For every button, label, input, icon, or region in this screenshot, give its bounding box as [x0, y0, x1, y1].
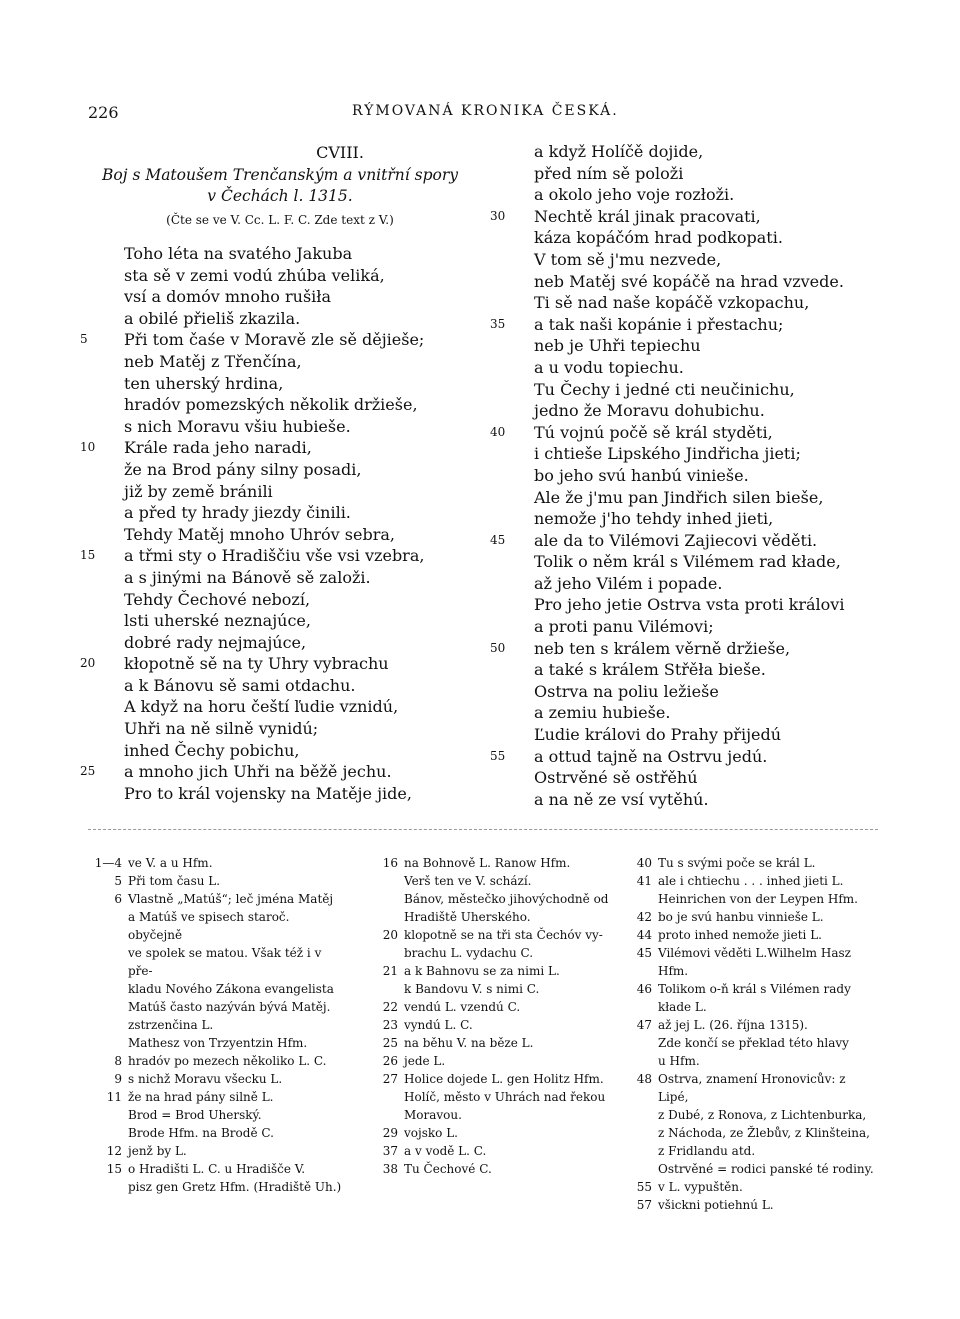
verse-text: neb je Uhři tepiechu: [534, 336, 701, 356]
footnote-text: na běhu V. na běze L.: [404, 1036, 534, 1050]
footnote-ref: 9: [114, 1072, 122, 1086]
verse-text: ale da to Vilémovi Zajiecovi věděti.: [534, 530, 818, 550]
verse-text: Tolik o něm král s Vilémem rad kłade,: [534, 552, 841, 572]
footnote: [82, 998, 347, 1016]
footnote: [612, 1196, 877, 1214]
footnote-text: Tu Čechové C.: [404, 1162, 492, 1176]
footnote-ref: 38: [382, 1162, 398, 1176]
footnote: [358, 890, 610, 908]
verse-text: bo jeho svú hanbú vinieše.: [534, 465, 749, 485]
footnote: [358, 1160, 610, 1178]
footnote: [612, 1106, 877, 1124]
footnote: [82, 1178, 347, 1196]
footnote: [358, 962, 610, 980]
footnote: [358, 944, 610, 962]
verse-line-number: 10: [80, 440, 96, 455]
verse-text: sta sě v zemi vodú zhúba veliká,: [124, 265, 385, 285]
verse-line: [80, 653, 480, 675]
right-column: [490, 141, 890, 810]
footnote-ref: 25: [382, 1036, 398, 1050]
footnote-text: Brode Hfm. na Brodě C.: [128, 1126, 274, 1140]
footnote: [358, 1016, 610, 1034]
footnote-ref: [612, 1034, 658, 1052]
footnotes-column-3: [612, 854, 877, 1214]
verse-line-number: 55: [490, 748, 506, 763]
verse-line-number: 20: [80, 656, 96, 671]
verse-text: a před ty hrady jiezdy činili.: [124, 503, 351, 523]
verse-line: [490, 335, 890, 357]
footnote-text: Moravou.: [404, 1108, 462, 1122]
verse-text: Tehdy Matěj mnoho Uhróv sebra,: [124, 524, 395, 544]
verse-text: Krále rada jeho naradi,: [124, 438, 312, 458]
footnote-text: Tu s svými poče se král L.: [658, 856, 816, 870]
verse-line: [80, 308, 480, 330]
verse-text: a proti panu Vilémovi;: [534, 617, 714, 637]
verse-line: [490, 141, 890, 163]
footnote-ref: 45: [636, 946, 652, 960]
footnote-ref: 40: [636, 856, 652, 870]
verse-line: [80, 416, 480, 438]
footnote-text: jenž by L.: [128, 1144, 187, 1158]
verse-line: [80, 351, 480, 373]
footnote: [82, 1016, 347, 1034]
footnote-ref: [82, 1016, 128, 1034]
verse-line-number: 5: [80, 332, 88, 347]
footnote-ref: [82, 980, 128, 998]
footnote-text: Tolikom o-ň král s Vilémen rady: [658, 982, 851, 996]
footnote: [612, 998, 877, 1016]
verse-text: Ľudie královi do Prahy přijedú: [534, 725, 782, 745]
verse-line: [490, 379, 890, 401]
footnote: [612, 1124, 877, 1142]
verse-line: [490, 508, 890, 530]
verse-line: [80, 243, 480, 265]
source-note: (Čte se ve V. Cc. L. F. C. Zde text z V.): [166, 213, 394, 227]
footnote-text: u Hfm.: [658, 1054, 700, 1068]
verse-text: Pro jeho jetie Ostrva vsta proti královi: [534, 595, 845, 615]
footnote-ref: [358, 890, 404, 908]
verse-text: inhed Čechy pobichu,: [124, 740, 300, 760]
verse-line: [490, 594, 890, 616]
footnote-ref: [358, 872, 404, 890]
verse-text: Ti sě nad naše kopáčě vzkopachu,: [534, 293, 810, 313]
footnote-text: Zde končí se překlad této hlavy: [658, 1036, 849, 1050]
verse-line: [80, 610, 480, 632]
footnote: [82, 908, 347, 944]
footnote-text: ale i chtiechu . . . inhed jieti L.: [658, 874, 844, 888]
footnote-text: k Bandovu V. s nimi C.: [404, 982, 540, 996]
verse-text: před ním sě položi: [534, 163, 684, 183]
footnote-ref: [358, 908, 404, 926]
verse-line: [80, 394, 480, 416]
footnote-ref: 15: [106, 1162, 122, 1176]
footnote-text: jede L.: [404, 1054, 446, 1068]
footnote-ref: 23: [382, 1018, 398, 1032]
footnote: [82, 1070, 347, 1088]
footnote-text: vyndú L. C.: [404, 1018, 473, 1032]
footnote-ref: 26: [382, 1054, 398, 1068]
footnote: [612, 1142, 877, 1160]
footnote-text: hradóv po mezech několiko L. C.: [128, 1054, 327, 1068]
footnote-text: a v vodě L. C.: [404, 1144, 487, 1158]
right-verse-list: [490, 141, 890, 810]
verse-text: a mnoho jich Uhři na běžě jechu.: [124, 762, 392, 782]
verse-text: Nechtě král jinak pracovati,: [534, 206, 761, 226]
footnote-text: Verš ten ve V. schází.: [404, 874, 532, 888]
footnote: [612, 926, 877, 944]
verse-text: káza kopáčóm hrad podkopati.: [534, 228, 783, 248]
footnote-text: Heinrichen von der Leypen Hfm.: [658, 892, 858, 906]
verse-line: [490, 573, 890, 595]
verse-text: Toho léta na svatého Jakuba: [124, 244, 353, 263]
verse-line-number: 15: [80, 548, 96, 563]
footnote-text: na Bohnově L. Ranow Hfm.: [404, 856, 571, 870]
footnote-ref: 8: [114, 1054, 122, 1068]
verse-line: [490, 314, 890, 336]
footnote-ref: [358, 944, 404, 962]
footnote-ref: [612, 1142, 658, 1160]
verse-text: hradóv pomezských několik držieše,: [124, 395, 418, 415]
footnote-ref: 42: [636, 910, 652, 924]
verse-line: [80, 761, 480, 783]
footnote-text: že na hrad pány silně L.: [128, 1090, 274, 1104]
footnote-text: Holice dojede L. gen Holitz Hfm.: [404, 1072, 604, 1086]
verse-text: že na Brod pány silny posadi,: [124, 459, 362, 479]
footnote: [358, 1070, 610, 1088]
verse-line: [80, 632, 480, 654]
footnote-ref: [358, 980, 404, 998]
verse-line-number: 45: [490, 532, 506, 547]
verse-line: [490, 292, 890, 314]
verse-text: a také s králem Střěła bieše.: [534, 660, 766, 680]
verse-text: Tú vojnú počě sě král styděti,: [534, 422, 773, 442]
footnote-text: Při tom času L.: [128, 874, 221, 888]
footnote-ref: [612, 1052, 658, 1070]
verse-line-number: 50: [490, 640, 506, 655]
footnote: [82, 890, 347, 908]
footnote-ref: 47: [636, 1018, 652, 1032]
verse-text: Tu Čechy i jedné cti neučinichu,: [534, 379, 795, 399]
verse-line-number: 35: [490, 316, 506, 331]
verse-text: Tehdy Čechové nebozí,: [124, 589, 311, 609]
verse-line: [490, 487, 890, 509]
footnote-text: s nichž Moravu všecku L.: [128, 1072, 283, 1086]
verse-text: Ostrva na poliu ležieše: [534, 681, 719, 701]
footnote-text: z Náchoda, ze Žlebův, z Klinšteina,: [658, 1126, 870, 1140]
footnote: [82, 872, 347, 890]
footnote-divider: [88, 829, 878, 830]
footnote-text: až jej L. (26. října 1315).: [658, 1018, 808, 1032]
footnote-ref: 44: [636, 928, 652, 942]
verse-line: [80, 373, 480, 395]
footnote: [82, 1052, 347, 1070]
verse-line: [80, 329, 480, 351]
footnotes-column-2: [358, 854, 610, 1178]
footnote-text: a k Bahnovu se za nimi L.: [404, 964, 560, 978]
verse-line: [490, 400, 890, 422]
footnote: [358, 1142, 610, 1160]
verse-text: jedno že Moravu dohubichu.: [534, 401, 765, 421]
verse-line: [490, 638, 890, 660]
verse-text: V tom sě j'mu nezvede,: [534, 249, 722, 269]
verse-text: nemože j'ho tehdy inhed jieti,: [534, 509, 774, 529]
verse-line: [80, 567, 480, 589]
footnote-ref: [82, 998, 128, 1016]
footnote-text: pisz gen Gretz Hfm. (Hradiště Uh.): [128, 1180, 342, 1194]
chapter-number: CVIII.: [316, 143, 364, 162]
footnote-ref: 21: [382, 964, 398, 978]
footnote-text: o Hradišti L. C. u Hradišče V.: [128, 1162, 306, 1176]
footnote-ref: [82, 1034, 128, 1052]
verse-text: lsti uherské neznajúce,: [124, 611, 311, 631]
verse-line: [80, 524, 480, 546]
footnote: [358, 908, 610, 926]
verse-line: [490, 271, 890, 293]
footnotes-column-1: [82, 854, 347, 1196]
footnote-ref: 41: [636, 874, 652, 888]
footnote: [358, 1052, 610, 1070]
verse-text: již by země bránili: [124, 481, 273, 501]
footnote: [82, 944, 347, 980]
footnote: [612, 890, 877, 908]
footnote-text: a Matúš ve spisech staroč. obyčejně: [128, 910, 290, 942]
footnote-text: Bánov, městečko jihovýchodně od: [404, 892, 609, 906]
verse-text: a k Bánovu sě sami otdachu.: [124, 675, 356, 695]
verse-line: [80, 286, 480, 308]
footnote-text: zstrzenčina L.: [128, 1018, 214, 1032]
verse-line: [490, 357, 890, 379]
footnote-ref: [612, 1160, 658, 1178]
footnote-ref: [82, 944, 128, 980]
footnote: [82, 1160, 347, 1178]
verse-text: a tak naši kopánie i přestachu;: [534, 314, 784, 334]
footnote-text: klopotně se na tři sta Čechóv vy-: [404, 928, 603, 942]
verse-text: a obilé přieliš zkazila.: [124, 308, 301, 328]
verse-text: ten uherský hrdina,: [124, 373, 284, 393]
verse-text: a na ně ze vsí vytěhú.: [534, 789, 709, 809]
footnote-text: ve V. a u Hfm.: [128, 856, 213, 870]
verse-line: [490, 767, 890, 789]
footnote: [612, 980, 877, 998]
footnote-ref: 29: [382, 1126, 398, 1140]
footnote-ref: 5: [114, 874, 122, 888]
verse-line: [490, 746, 890, 768]
footnote-text: Ostrva, znamení Hronovicův: z Lipé,: [658, 1072, 846, 1104]
footnote-text: v L. vypuštěn.: [658, 1180, 743, 1194]
footnote-ref: 27: [382, 1072, 398, 1086]
footnote-ref: 48: [636, 1072, 652, 1086]
footnote-text: bo je svú hanbu vinnieše L.: [658, 910, 824, 924]
verse-line: [490, 551, 890, 573]
verse-line: [490, 465, 890, 487]
verse-text: vsí a domóv mnoho rušiła: [124, 287, 332, 307]
footnote-ref: 20: [382, 928, 398, 942]
footnote: [358, 1124, 610, 1142]
footnote: [612, 1070, 877, 1106]
footnote-ref: [612, 998, 658, 1016]
footnote-text: Matúš často nazýván bývá Matěj.: [128, 1000, 331, 1014]
verse-line: [80, 502, 480, 524]
footnote-text: z Fridlandu atd.: [658, 1144, 756, 1158]
verse-line: [490, 206, 890, 228]
footnote-ref: [358, 1106, 404, 1124]
footnote-text: z Dubé, z Ronova, z Lichtenburka,: [658, 1108, 867, 1122]
verse-text: Ale že j'mu pan Jindřich silen bieše,: [534, 487, 824, 507]
footnote: [358, 1106, 610, 1124]
footnote-ref: [358, 1088, 404, 1106]
footnote-ref: 16: [382, 856, 398, 870]
verse-line: [490, 227, 890, 249]
running-title: RÝMOVANÁ KRONIKA ČESKÁ.: [352, 103, 619, 119]
footnote-text: brachu L. vydachu C.: [404, 946, 534, 960]
verse-text: a okolo jeho voje rozłoži.: [534, 185, 735, 205]
footnote: [82, 1106, 347, 1124]
verse-text: až jeho Vilém i popade.: [534, 573, 723, 593]
verse-line: [80, 459, 480, 481]
footnote: [82, 980, 347, 998]
verse-line: [80, 265, 480, 287]
footnote: [612, 872, 877, 890]
footnote: [612, 1160, 877, 1178]
footnote: [82, 854, 347, 872]
footnote: [82, 1034, 347, 1052]
footnote-text: proto inhed nemože jieti L.: [658, 928, 822, 942]
footnote-text: ve spolek se matou. Však též i v pře-: [128, 946, 322, 978]
verse-line: [80, 589, 480, 611]
verse-line: [80, 783, 480, 805]
verse-line: [490, 681, 890, 703]
verse-text: neb Matěj své kopáčě na hrad vzvede.: [534, 271, 844, 291]
verse-line: [80, 718, 480, 740]
verse-text: Uhři na ně silně vynidú;: [124, 719, 319, 739]
footnote-text: Brod = Brod Uherský.: [128, 1108, 262, 1122]
verse-line-number: 25: [80, 764, 96, 779]
verse-line: [490, 184, 890, 206]
footnote: [612, 1178, 877, 1196]
verse-text: a u vodu topiechu.: [534, 357, 684, 377]
footnote-ref: 57: [636, 1198, 652, 1212]
footnote-text: kłade L.: [658, 1000, 707, 1014]
footnote: [82, 1088, 347, 1106]
verse-line: [490, 724, 890, 746]
verse-line: [80, 437, 480, 459]
footnote: [612, 908, 877, 926]
footnote-ref: [612, 1124, 658, 1142]
footnote-text: Mathesz von Trzyentzin Hfm.: [128, 1036, 308, 1050]
footnote: [358, 872, 610, 890]
verse-text: i chtieše Lipského Jindřicha jieti;: [534, 444, 801, 464]
footnote-ref: 55: [636, 1180, 652, 1194]
footnote: [358, 980, 610, 998]
footnote-text: Ostrvěné = rodici panské té rodiny.: [658, 1162, 874, 1176]
verse-line: [490, 422, 890, 444]
footnote-text: všickni potiehnú L.: [658, 1198, 774, 1212]
footnote-text: Hradiště Uherského.: [404, 910, 531, 924]
verse-text: s nich Moravu všiu hubieše.: [124, 416, 351, 436]
verse-line-number: 40: [490, 424, 506, 439]
footnote-text: Vlastně „Matúš“; leč jména Matěj: [128, 892, 334, 906]
footnote: [358, 998, 610, 1016]
verse-line: [490, 530, 890, 552]
verse-line: [80, 740, 480, 762]
footnote-ref: 12: [106, 1144, 122, 1158]
footnote-ref: 37: [382, 1144, 398, 1158]
verse-text: neb ten s králem věrně držieše,: [534, 638, 791, 658]
verse-text: A když na horu čeští ľudie vznidú,: [124, 697, 399, 717]
footnote-ref: [82, 1178, 128, 1196]
verse-line: [490, 789, 890, 811]
footnote-ref: 11: [106, 1090, 122, 1104]
verse-text: a ottud tajně na Ostrvu jedú.: [534, 746, 768, 766]
chapter-title-line1: Boj s Matoušem Trenčanským a vnitřní spory: [101, 166, 459, 184]
footnote-ref: [82, 1106, 128, 1124]
footnote-ref: [612, 1106, 658, 1124]
verse-text: Ostrvěné sě ostřěhú: [534, 768, 698, 788]
footnote-ref: [82, 1124, 128, 1142]
footnote-ref: 1—4: [94, 856, 122, 870]
footnote-ref: 22: [382, 1000, 398, 1014]
verse-line: [490, 443, 890, 465]
page-number: 226: [88, 103, 119, 122]
footnote: [358, 1034, 610, 1052]
footnote-text: kladu Nového Zákona evangelista: [128, 982, 334, 996]
verse-line: [80, 696, 480, 718]
chapter-title: [80, 165, 480, 207]
footnote: [358, 926, 610, 944]
left-column: [80, 141, 480, 804]
verse-text: neb Matěj z Třenčína,: [124, 351, 302, 371]
footnote: [612, 1034, 877, 1052]
verse-line: [490, 249, 890, 271]
footnote: [612, 854, 877, 872]
footnote-ref: [82, 908, 128, 944]
verse-text: a když Holíčě dojide,: [534, 142, 704, 161]
verse-line-number: 30: [490, 208, 506, 223]
footnote-text: Holíč, město v Uhrách nad řekou: [404, 1090, 606, 1104]
footnote: [358, 1088, 610, 1106]
verse-text: dobré rady nejmajúce,: [124, 632, 307, 652]
footnote: [612, 944, 877, 980]
footnote-text: Vilémovi věděti L.Wilhelm Hasz Hfm.: [658, 946, 851, 978]
footnote: [612, 1016, 877, 1034]
footnote: [358, 854, 610, 872]
footnote-ref: 46: [636, 982, 652, 996]
verse-text: a s jinými na Bánově sě založi.: [124, 567, 371, 587]
footnote: [612, 1052, 877, 1070]
verse-line: [490, 659, 890, 681]
verse-line: [490, 616, 890, 638]
footnote-ref: [612, 890, 658, 908]
verse-line: [80, 545, 480, 567]
verse-text: a třmi sty o Hradiščiu vše vsi vzebra,: [124, 546, 425, 566]
chapter-title-line2: v Čechách l. 1315.: [207, 187, 353, 205]
footnote-text: vojsko L.: [404, 1126, 458, 1140]
verse-text: Při tom čaśe v Moravě zle sě dějieše;: [124, 330, 425, 350]
footnote: [82, 1142, 347, 1160]
footnote: [82, 1124, 347, 1142]
footnote-ref: 6: [114, 892, 122, 906]
left-verse-list: [80, 243, 480, 804]
verse-line: [80, 481, 480, 503]
verse-line: [80, 675, 480, 697]
verse-line: [490, 702, 890, 724]
verse-line: [490, 163, 890, 185]
footnote-text: vendú L. vzendú C.: [404, 1000, 521, 1014]
verse-text: a zemiu hubieše.: [534, 703, 671, 723]
verse-text: kłopotně sě na ty Uhry vybrachu: [124, 654, 389, 674]
verse-text: Pro to král vojensky na Matěje jide,: [124, 783, 412, 803]
